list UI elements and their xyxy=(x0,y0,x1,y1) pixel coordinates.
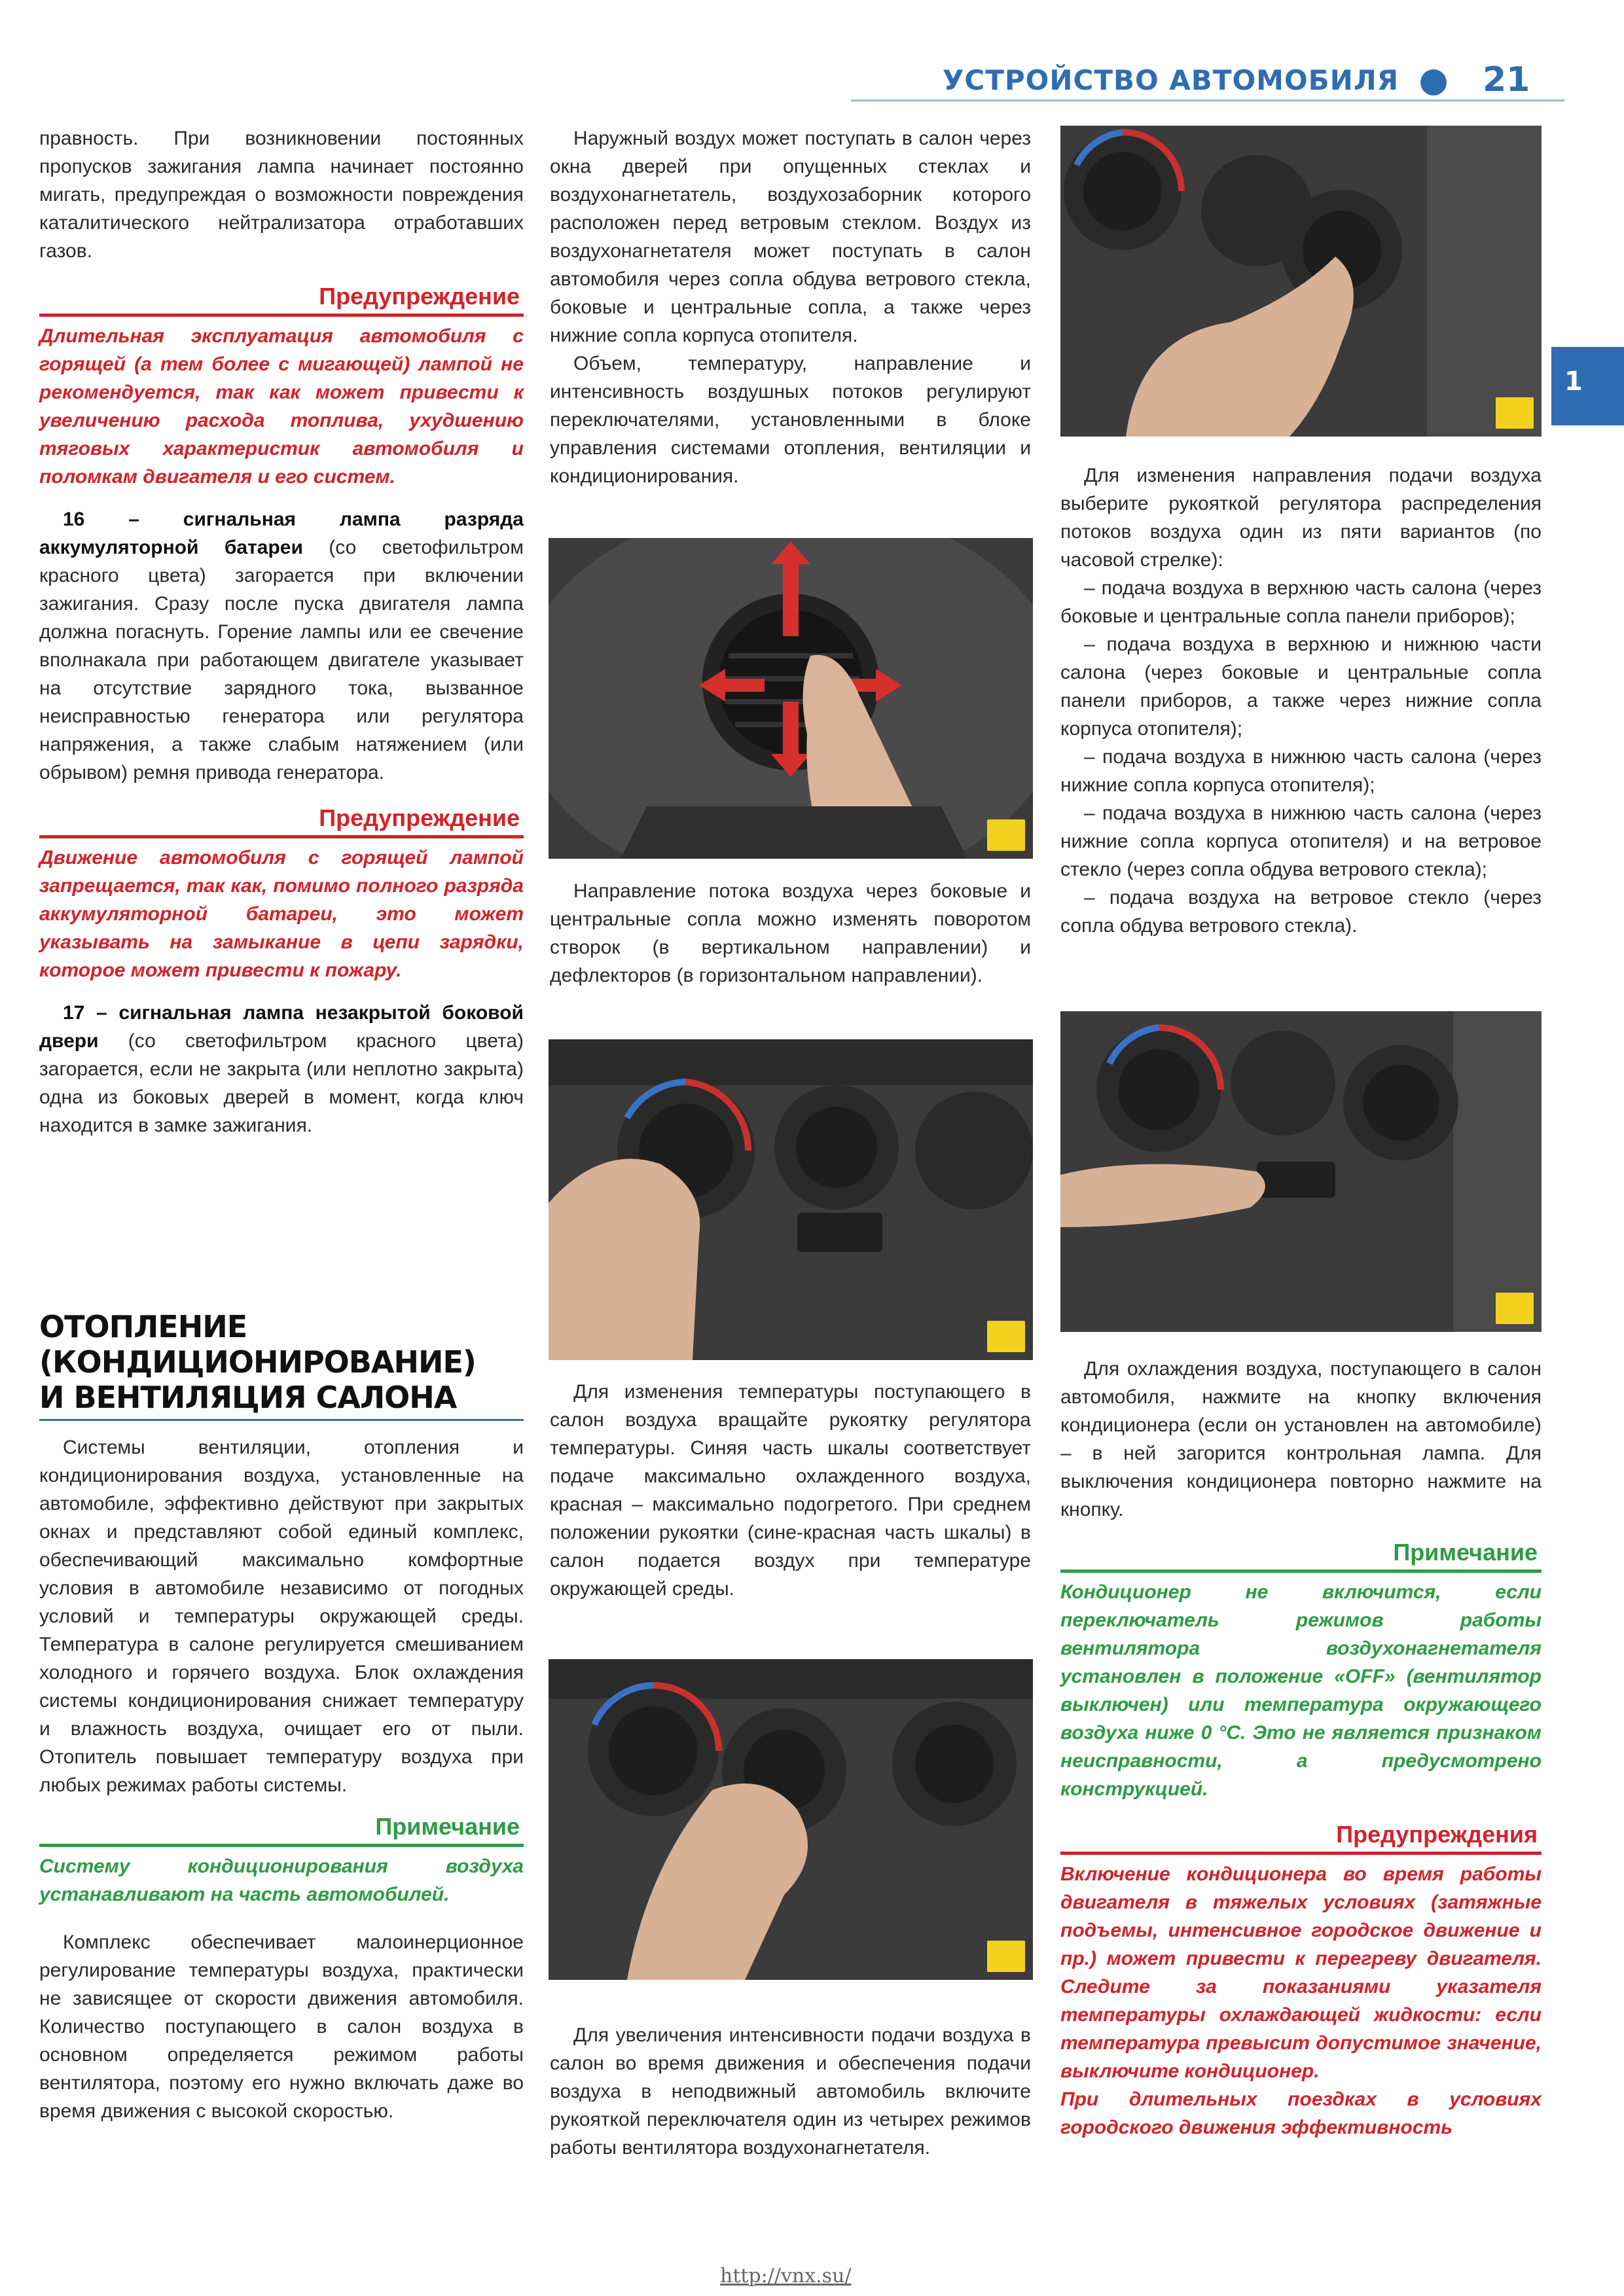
list-item-4: – подача воздуха в нижнюю часть салона (через нижние сопла корпуса отопителя) и на ветровое стекло (через сопла обдува ветрового стекла); xyxy=(1060,802,1542,880)
chapter-tab xyxy=(1551,347,1624,425)
section-title-line-1: ОТОПЛЕНИЕ xyxy=(39,1309,247,1344)
note-text-2: Кондиционер не включится, если переключатель режимов работы вентилятора воздухонагнетателя установлен в положение «OFF» (вентилятор выключен) или температура окружающего воздуха ниже 0 °С. Это не является признаком неисправности, а предусмотрено конструкцией. xyxy=(1060,1581,1542,1800)
list-item-1: – подача воздуха в верхнюю часть салона (через боковые и центральные сопла панели приборов); xyxy=(1060,577,1542,627)
column-2-caption-1 xyxy=(550,877,1031,990)
header-dot-icon xyxy=(1420,69,1447,96)
col2-paragraph-2: Объем, температуру, направление и интенсивность воздушных потоков регулируют переключателями, установленными в блоке управления системами отопления, вентиляции и кондиционирования. xyxy=(550,353,1031,487)
caption-fan: Для увеличения интенсивности подачи воздуха в салон во время движения и обеспечения подачи воздуха в неподвижный автомобиль включите рукояткой переключателя один из четырех режимов работы вентилятора воздухонагнетателя. xyxy=(550,2024,1031,2159)
camera-badge-icon-5 xyxy=(1496,1293,1534,1324)
item-17-title: 17 – сигнальная лампа незакрытой боковой двери xyxy=(39,1002,524,1052)
section-paragraph: Системы вентиляции, отопления и кондиционирования воздуха, установленные на автомобиле, эффективно действуют при закрытых окнах и представляют собой единый комплекс, обеспечивающий максимально комфортные условия в автомобиле независимо от погодных условий и температуры окружающей среды. Температура в салоне регулируется смешиванием холодного и горячего воздуха. Блок охлаждения системы кондиционирования снижает температуру и влажность воздуха, очищает его от пыли. Отопитель повышает температуру воздуха при любых режимах работы системы. xyxy=(39,1437,524,1796)
note-title-1: Примечание xyxy=(39,1810,524,1847)
final-paragraph: Комплекс обеспечивает малоинерционное регулирование температуры воздуха, практически не зависящее от скорости движения автомобиля. Количество поступающего в салон воздуха в основном определяется режимом работы вентилятора, поэтому его нужно включать даже во время движения с высокой скоростью. xyxy=(39,1931,524,2122)
column-3-bottom xyxy=(1060,1355,1542,2142)
column-2-caption-3 xyxy=(550,2021,1031,2162)
warning-text-3b: При длительных поездках в условиях городского движения эффективность xyxy=(1060,2089,1542,2138)
photo-temperature-knob xyxy=(549,1039,1033,1360)
caption-air-vent: Направление потока воздуха через боковые и центральные сопла можно изменять поворотом створок (в вертикальном направлении) и дефлекторов (в горизонтальном направлении). xyxy=(550,880,1031,986)
warning-title-3: Предупреждения xyxy=(1060,1818,1542,1855)
note-title-2: Примечание xyxy=(1060,1535,1542,1573)
item-17-text: (со светофильтром красного цвета) загорается, если не закрыта (или неплотно закрыта) одна из боковых дверей в момент, когда ключ находится в замке зажигания. xyxy=(39,1030,524,1136)
caption-ac: Для охлаждения воздуха, поступающего в салон автомобиля, нажмите на кнопку включения кондиционера (если он установлен на автомобиле) – в ней загорится контрольная лампа. Для выключения кондиционера повторно нажмите на кнопку. xyxy=(1060,1358,1542,1520)
column-1-bottom xyxy=(39,1433,524,2125)
list-item-3: – подача воздуха в нижнюю часть салона (через нижние сопла корпуса отопителя); xyxy=(1060,746,1542,796)
photo-ac-button xyxy=(1060,1011,1542,1332)
footer-url-link[interactable]: http://vnx.su/ xyxy=(720,2265,852,2287)
section-title-underline xyxy=(39,1419,524,1421)
caption-temperature: Для изменения температуры поступающего в салон воздуха вращайте рукоятку регулятора температуры. Синяя часть шкалы соответствует подаче максимально охлажденного воздуха, красная – максимально подогретого. При среднем положении рукоятки (сине-красная часть шкалы) в салон подается воздух при температуре окружающей среды. xyxy=(550,1381,1031,1600)
camera-badge-icon xyxy=(987,819,1025,851)
header-rule xyxy=(851,99,1564,101)
item-16-text: (со светофильтром красного цвета) загорается при включении зажигания. Сразу после пуска двигателя лампа должна погаснуть. Горение лампы или ее свечение вполнакала при работающем двигателе указывает на отсутствие зарядного тока, вызванное неисправностью генератора или регулятора напряжения, а также слабым натяжением (или обрывом) ремня привода генератора. xyxy=(39,537,524,783)
section-title-line-2: (КОНДИЦИОНИРОВАНИЕ) xyxy=(39,1344,476,1380)
column-2-top xyxy=(550,124,1031,490)
page-number: 21 xyxy=(1483,60,1530,99)
warning-text-3: Включение кондиционера во время работы двигателя в тяжелых условиях (затяжные подъемы, интенсивное городское движение и пр.) может привести к перегреву двигателя. Следите за показаниями указателя температуры охлаждающей жидкости: если температура превысит допустимое значение, выключите кондиционер. xyxy=(1060,1863,1542,2082)
note-box-1 xyxy=(39,1810,524,1909)
list-item-2: – подача воздуха в верхнюю и нижнюю части салона (через боковые и центральные сопла панели приборов, а также через нижние сопла корпуса отопителя); xyxy=(1060,634,1542,740)
warning-title-1: Предупреждение xyxy=(39,279,524,317)
warning-title-2: Предупреждение xyxy=(39,801,524,838)
warning-text-1: Длительная эксплуатация автомобиля с горящей (а тем более с мигающей) лампой не рекомендуется, так как может привести к увеличению расхода топлива, ухудшению тяговых характеристик автомобиля и поломкам двигателя и его систем. xyxy=(39,325,524,488)
chapter-tab-label: 1 xyxy=(1564,367,1583,397)
photo-fan-knob xyxy=(549,1659,1033,1980)
item-16-title: 16 – сигнальная лампа разряда аккумуляторной батареи xyxy=(39,509,524,558)
warning-text-2: Движение автомобиля с горящей лампой запрещается, так как, помимо полного разряда аккумуляторной батареи, это может указывать на замыкание в цепи зарядки, которое может привести к пожару. xyxy=(39,847,524,981)
caption-distribution: Для изменения направления подачи воздуха выберите рукояткой регулятора распределения потоков воздуха один из пяти вариантов (по часовой стрелке): xyxy=(1060,465,1542,571)
page-header xyxy=(851,59,1564,105)
warning-box-3 xyxy=(1060,1818,1542,2142)
photo-air-vent xyxy=(549,538,1033,859)
camera-badge-icon-2 xyxy=(987,1321,1025,1352)
item-17 xyxy=(39,999,524,1139)
photo-distribution-knob xyxy=(1060,126,1542,437)
warning-box-1 xyxy=(39,279,524,491)
section-title xyxy=(39,1309,524,1415)
column-3-top xyxy=(1060,461,1542,940)
header-title: УСТРОЙСТВО АВТОМОБИЛЯ xyxy=(943,64,1399,96)
col2-paragraph-1: Наружный воздух может поступать в салон через окна дверей при опущенных стеклах и воздухонагнетатель, воздухозаборник которого расположен перед ветровым стеклом. Воздух из воздухонагнетателя может поступать в салон автомобиля через сопла обдува ветрового стекла, боковые и центральные сопла, а также через нижние сопла корпуса отопителя. xyxy=(550,128,1031,346)
list-item-5: – подача воздуха на ветровое стекло (через сопла обдува ветрового стекла). xyxy=(1060,887,1542,937)
column-2-caption-2 xyxy=(550,1378,1031,1603)
warning-box-2 xyxy=(39,801,524,984)
note-box-2 xyxy=(1060,1535,1542,1803)
camera-badge-icon-3 xyxy=(987,1941,1025,1972)
item-16 xyxy=(39,505,524,787)
note-text-1: Систему кондиционирования воздуха устанавливают на часть автомобилей. xyxy=(39,1856,524,1905)
section-title-line-3: И ВЕНТИЛЯЦИЯ САЛОНА xyxy=(39,1380,457,1415)
camera-badge-icon-4 xyxy=(1496,397,1534,429)
intro-paragraph: правность. При возникновении постоянных пропусков зажигания лампа начинает постоянно мигать, предупреждая о возможности повреждения каталитического нейтрализатора отработавших газов. xyxy=(39,128,524,262)
column-1-top xyxy=(39,124,524,1139)
